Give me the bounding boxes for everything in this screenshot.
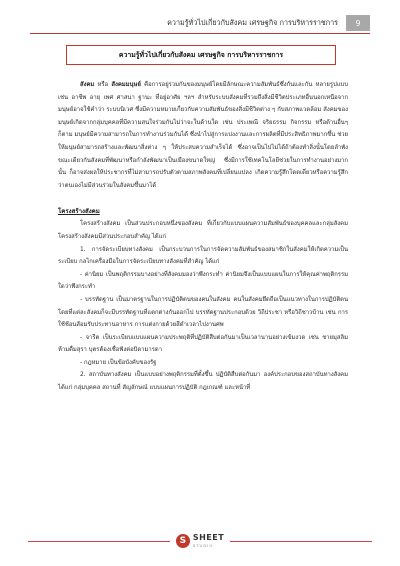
publisher-logo: [170, 533, 230, 548]
term-human-society: สังคมมนุษย์: [111, 82, 141, 88]
running-header-title: ความรู้ทั่วไปเกี่ยวกับสังคม เศรษฐกิจ การบริหารราชการ: [167, 17, 338, 27]
connector-word: หรือ: [97, 82, 109, 88]
term-social: สังคม: [80, 82, 95, 88]
structure-item-1-values: - ค่านิยม เป็นพฤติกรรมบางอย่างที่สังคมมองว่าพึงกระทำ ค่านิยมจึงเป็นแบบแผนในการให้คุณค่าพฤติกรรมใดว่าพึงกระทำ: [58, 271, 348, 291]
page-footer: [0, 533, 400, 548]
page-number-badge: 9: [346, 15, 370, 31]
section-title-box: ความรู้ทั่วไปเกี่ยวกับสังคม เศรษฐกิจ การบริหารราชการ: [66, 45, 336, 65]
header-rule: [30, 33, 370, 34]
structure-item-1: 1. การจัดระเบียบทางสังคม เป็นกระบวนการในการจัดความสัมพันธ์ของสมาชิกในสังคมให้เกิดความเป็นระเบียบ กลไกเครื่องมือในการจัดระเบียบทางสังคมที่สำคัญ ได้แก่: [58, 246, 348, 266]
structure-item-1-norms: - บรรทัดฐาน เป็นมาตรฐานในการปฏิบัติตนของคนในสังคม คนในสังคมยึดถือเป็นแนวทางในการปฏิบัติตน โดยที่แต่ละสังคมก็จะมีบรรทัดฐานที่แตกต่างกันออกไป บรรทัดฐานประกอบด้วย วิถีประชา หรือวิถีชาวบ้าน เช่น การใช้ช้อนส้อมรับประทานอาหาร การแต่งกายด้วยสีดำเวลาไปงานศพ: [58, 296, 348, 329]
structure-item-1-law: - กฎหมาย เป็นข้อบังคับของรัฐ: [80, 359, 157, 366]
logo-text: SHEET: [192, 533, 225, 542]
structure-item-2: 2. สถาบันทางสังคม เป็นแบบอย่างพฤติกรรมที่ตั้งขึ้น ปฏิบัติสืบต่อกันมา องค์ประกอบของสถาบันทางสังคม ได้แก่ กลุ่มบุคคล สถานที่ สัญลักษณ์ แบบแผนการปฏิบัติ กฎเกณฑ์ และหน้าที่: [58, 372, 348, 392]
structure-heading: โครงสร้างสังคม: [58, 208, 100, 216]
logo-mark-icon: S: [176, 534, 190, 548]
page-header: [30, 14, 370, 32]
structure-item-1-mores: - จารีต เป็นระเบียบแบบแผนความประพฤติที่ปฏิบัติสืบต่อกันมาเป็นเวลานานอย่างเข้มงวด เช่น ชายมุสลิมห้ามดื่มสุรา บุตรต้องเชื่อฟังต่อบิดามารดา: [58, 334, 348, 354]
document-body: [58, 79, 348, 395]
logo-subtext: STUDIO: [192, 543, 214, 548]
intro-body: คือการอยู่รวมกันของมนุษย์โดยมีลักษณะความสัมพันธ์ซึ่งกันและกัน หลายรูปแบบ เช่น อาชีพ อายุ เพศ ศาสนา ฐานะ ที่อยู่อาศัย ฯลฯ สำหรับระบบสังคมที่รวมถึงสิ่งมีชีวิตประเภทอื่นนอกเหนือจากมนุษย์อาจใช้คำว่า ระบบนิเวศ ซึ่งมีความหมายเกี่ยวกับความสัมพันธ์ของสิ่งมีชีวิตต่าง ๆ กับสภาพแวดล้อม สังคมของมนุษย์เกิดจากกลุ่มบุคคลที่มีความสนใจร่วมกันไม่ว่าจะในด้านใด เช่น ประเพณี จริยธรรม กิจกรรม หรือด้านอื่นๆ ก็ตาม มนุษย์มีความสามารถในการทำงานร่วมกันได้ ซึ่งนำไปสู่การแบ่งงานและการผลิตที่มีประสิทธิภาพมากขึ้น ช่วยให้มนุษย์สามารถสร้างและพัฒนาสิ่งต่าง ๆ ให้ประสบความสำเร็จได้ ซึ่งอาจเป็นไปไม่ได้ถ้าต้องทำสิ่งนั้นโดยลำพัง ขณะเดียวกันสังคมที่พัฒนาหรือกำลังพัฒนาเป็นเมืองขนาดใหญ่ ซึ่งมีการใช้เทคโนโลยีช่วยในการทำงานอย่างมากนั้น ก็อาจส่งผลให้ประชากรที่ไม่สามารถปรับตัวตามสภาพสังคมที่เปลี่ยนแปลง เกิดความรู้สึกโดดเดี่ยวหรือความรู้สึกว่าตนเองไม่มีส่วนร่วมในสังคมขึ้นมาได้: [58, 82, 349, 189]
logo-text-block: [193, 533, 224, 548]
intro-paragraph: [58, 79, 348, 192]
structure-intro: โครงสร้างสังคม เป็นส่วนประกอบหนึ่งของสังคม ที่เกี่ยวกับแบบแผนความสัมพันธ์ของบุคคลและกลุ่มสังคม โครงสร้างสังคมมีส่วนประกอบสำคัญ ได้แก่: [58, 221, 348, 240]
